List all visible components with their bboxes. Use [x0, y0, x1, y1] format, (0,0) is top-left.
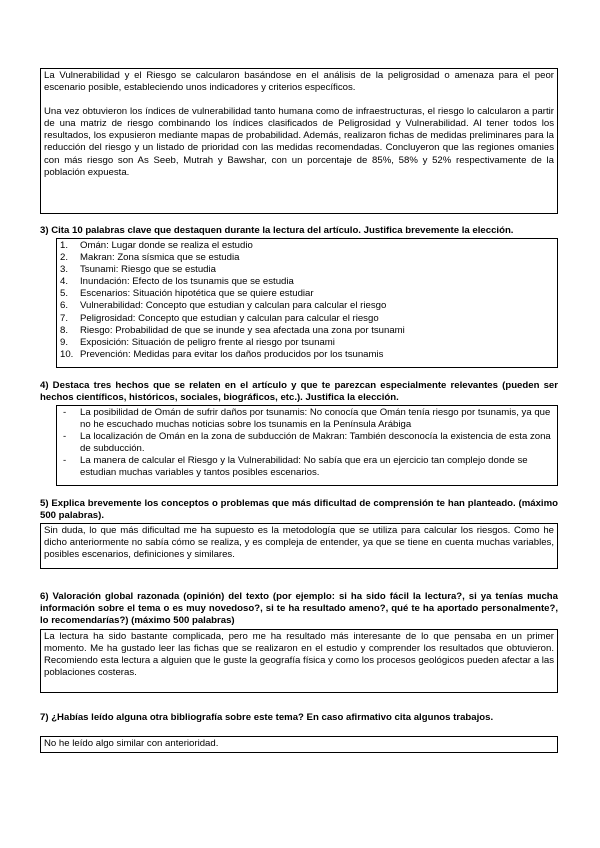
item-text: Vulnerabilidad: Concepto que estudian y calculan para calcular el riesgo [80, 300, 387, 312]
list-item [59, 264, 554, 276]
item-number: 5. [60, 288, 69, 300]
question-7: 7) ¿Habías leído alguna otra bibliografía sobre este tema? En caso afirmativo cita algunos trabajos. [40, 712, 494, 723]
list-item [60, 431, 554, 455]
item-text: La posibilidad de Omán de sufrir daños por tsunamis: No conocía que Omán tenía riesgo por tsunamis, ya que no he escuchado muchas noticias sobre los tsunamis en la Península Arábiga [80, 407, 551, 431]
item-number: 2. [60, 252, 69, 264]
list-item [59, 252, 554, 264]
item-number: 7. [60, 312, 69, 324]
answer-text: La lectura ha sido bastante complicada, pero me ha resultado más interesante de lo que pensaba en un primer momento. Me ha gustado leer las fichas que se realizaron en el estudio y comprender los resultados que obtuvieron. Recomiendo esta lectura a alguien que le guste la geografía física y como los procesos geológicos pueden afectar a las poblaciones costeras. [44, 631, 554, 679]
item-number: 6. [60, 300, 69, 312]
difficulties-answer-box [40, 523, 558, 569]
item-text: Escenarios: Situación hipotética que se quiere estudiar [80, 288, 314, 300]
item-text: La manera de calcular el Riesgo y la Vulnerabilidad: No sabía que era un ejercicio tan complejo donde se estudian muchas variables y tantos posibles escenarios. [80, 455, 528, 479]
item-text: Peligrosidad: Concepto que estudian y calculan para calcular el riesgo [80, 312, 379, 324]
item-number: 9. [60, 336, 69, 348]
item-text: Tsunami: Riesgo que se estudia [80, 264, 216, 276]
answer-text: No he leído algo similar con anterioridad. [44, 738, 219, 749]
bullet-dash: - [63, 407, 67, 418]
list-item [60, 455, 554, 479]
question-4: 4) Destaca tres hechos que se relaten en el artículo y que te parezcan especialmente relevantes (pueden ser hechos científicos, históricos, sociales, biográficos, etc.). Justifica la elección. [40, 380, 558, 404]
bibliography-answer-box [40, 736, 558, 753]
facts-list [60, 407, 554, 480]
item-number: 10. [60, 348, 74, 360]
item-text: La localización de Omán en la zona de subducción de Makran: También desconocía la existencia de esta zona de subducción. [80, 431, 551, 455]
list-item [59, 325, 554, 337]
item-number: 8. [60, 324, 69, 336]
keywords-list [59, 240, 554, 361]
item-text: Omán: Lugar donde se realiza el estudio [80, 240, 253, 251]
bullet-dash: - [63, 455, 67, 467]
item-text: Inundación: Efecto de los tsunamis que se estudia [80, 276, 294, 288]
question-5: 5) Explica brevemente los conceptos o problemas que más dificultad de comprensión te han planteado. (máximo 500 palabras). [40, 498, 558, 522]
intro-paragraph-2: Una vez obtuvieron los índices de vulnerabilidad tanto humana como de infraestructuras, el riesgo lo calcularon a partir de una matriz de riesgo combinando los índices clasificados de Peligrosidad y Vulnerabilidad. Al tener todos los resultados, los expusieron mediante mapas de probabilidad. Además, realizaron fichas de medidas preliminares para la reducción del riesgo y un listado de prioridad con las medidas recomendadas. Concluyeron que las regiones omanies con más riesgo son As Seeb, Mutrah y Bawshar, con un porcentaje de 85%, 58% y 52% respectivamente de la población expuesta. [44, 106, 554, 178]
item-number: 4. [60, 276, 69, 288]
item-number: 1. [60, 240, 69, 251]
answer-text: Sin duda, lo que más dificultad me ha supuesto es la metodología que se utiliza para calcular los riesgos. Como he dicho anteriormente no sabía cómo se realiza, y es compleja de entender, ya que se tiene en cuenta muchas variables, posibles escenarios, definiciones y similares. [44, 525, 554, 561]
list-item [59, 300, 554, 312]
list-item [59, 288, 554, 300]
item-number: 3. [60, 264, 69, 276]
opinion-answer-box [40, 629, 558, 693]
intro-answer-box [40, 68, 558, 214]
list-item [59, 240, 554, 252]
item-text: Prevención: Medidas para evitar los daños producidos por los tsunamis [80, 348, 384, 360]
list-item [60, 407, 554, 431]
list-item [59, 337, 554, 349]
keywords-answer-box [56, 238, 558, 368]
list-item [59, 313, 554, 325]
question-6: 6) Valoración global razonada (opinión) del texto (por ejemplo: si ha sido fácil la lectura?, si ya tenías mucha información sobre el tema o es muy novedoso?, si te ha resultado ameno?, qué te ha aportado personalmente?, lo recomendarías?) (máximo 500 palabras) [40, 591, 558, 627]
item-text: Exposición: Situación de peligro frente al riesgo por tsunami [80, 336, 335, 348]
item-text: Riesgo: Probabilidad de que se inunde y sea afectada una zona por tsunami [80, 324, 405, 336]
bullet-dash: - [63, 431, 67, 443]
question-3: 3) Cita 10 palabras clave que destaquen durante la lectura del artículo. Justifica brevemente la elección. [40, 225, 514, 236]
intro-paragraph-1: La Vulnerabilidad y el Riesgo se calcularon basándose en el análisis de la peligrosidad o amenaza para el peor escenario posible, estableciendo unos indicadores y criterios específicos. [44, 70, 554, 94]
list-item [59, 349, 554, 361]
list-item [59, 276, 554, 288]
item-text: Makran: Zona sísmica que se estudia [80, 252, 240, 264]
facts-answer-box [56, 405, 558, 486]
